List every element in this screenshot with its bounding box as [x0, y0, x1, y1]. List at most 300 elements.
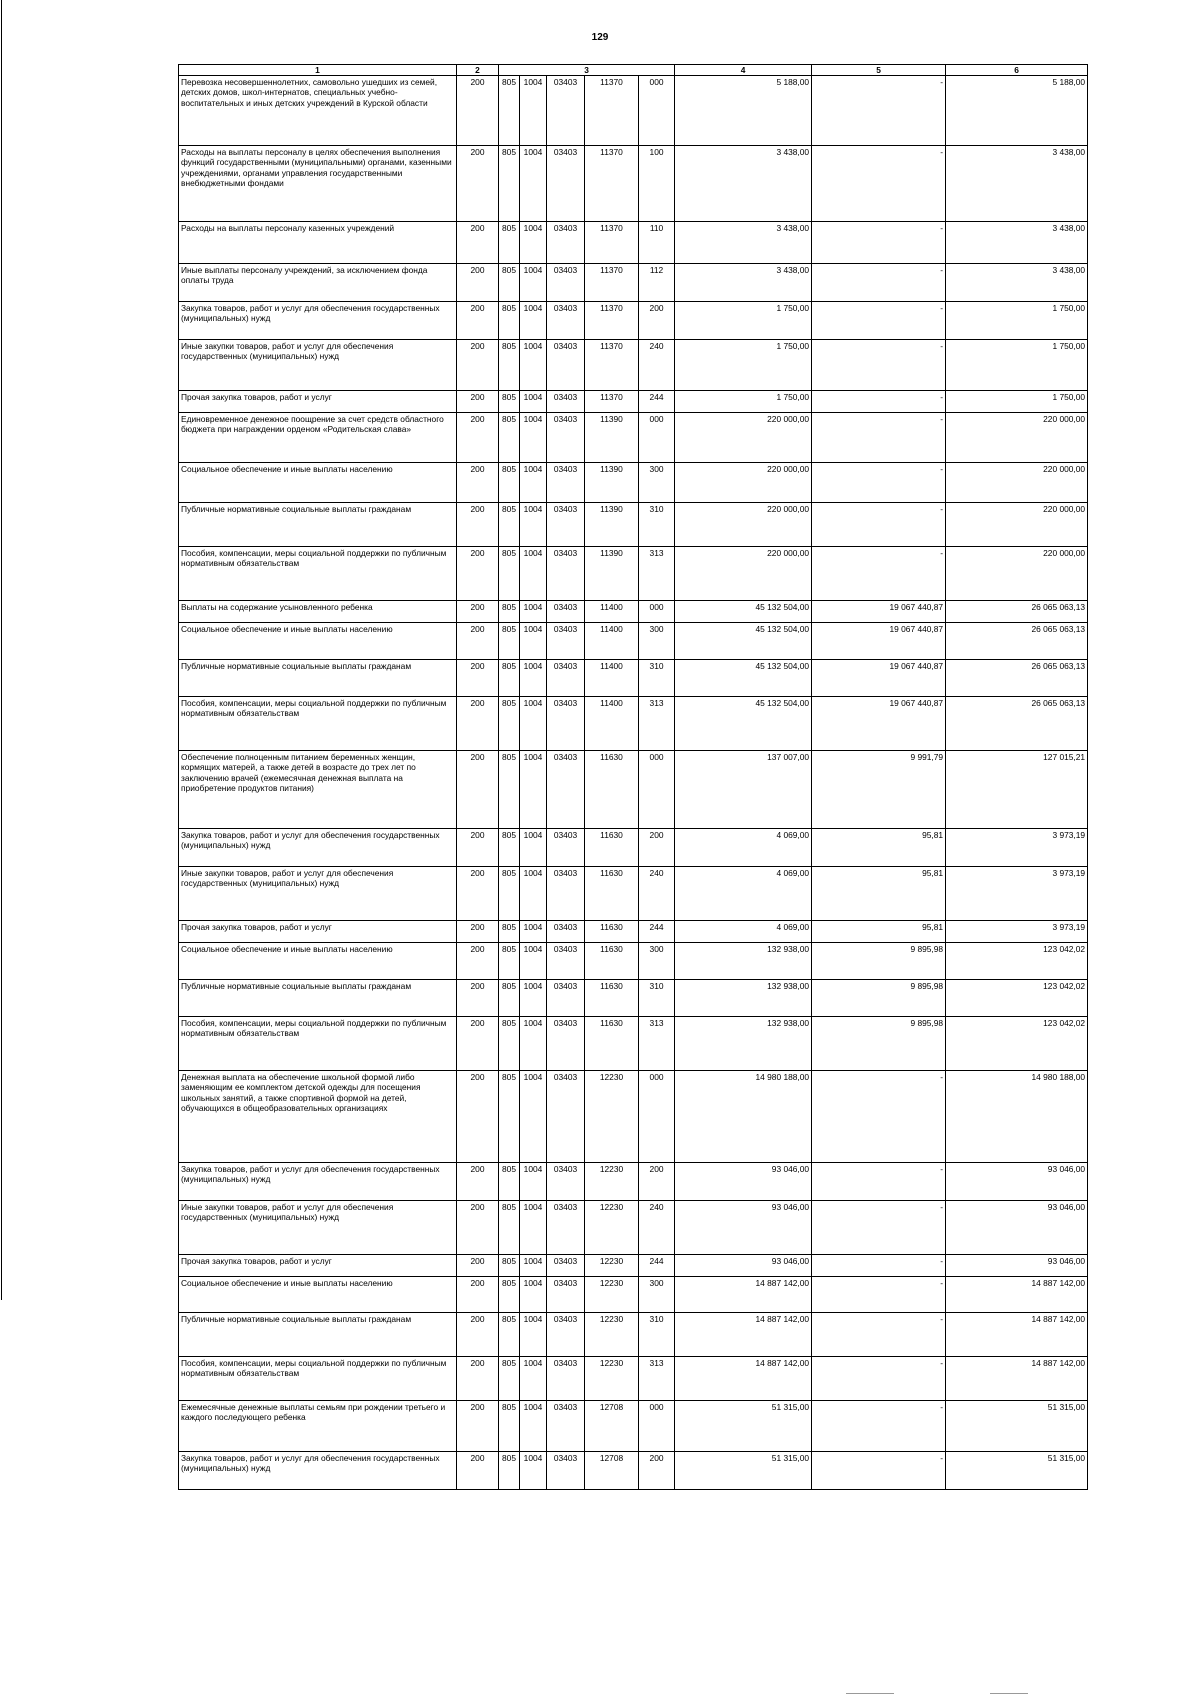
row-col4: 4 069,00: [675, 921, 812, 943]
row-col5: -: [812, 413, 946, 463]
row-code-b: 1004: [520, 1255, 547, 1277]
row-code-c: 03403: [547, 391, 585, 413]
row-name: Иные закупки товаров, работ и услуг для обеспечения государственных (муниципальных) нужд: [179, 340, 457, 391]
row-col5: -: [812, 391, 946, 413]
row-code-c: 03403: [547, 1277, 585, 1313]
row-col4: 1 750,00: [675, 340, 812, 391]
table-row: [179, 547, 1088, 601]
row-code-a: 805: [499, 1071, 520, 1163]
row-code-b: 1004: [520, 867, 547, 921]
row-col4: 3 438,00: [675, 264, 812, 302]
table-row: [179, 413, 1088, 463]
table-row: [179, 751, 1088, 829]
row-col5: -: [812, 1071, 946, 1163]
row-col4: 3 438,00: [675, 222, 812, 264]
row-col5: 19 067 440,87: [812, 601, 946, 623]
row-code-d: 11630: [585, 867, 639, 921]
row-code-a: 805: [499, 264, 520, 302]
row-code-b: 1004: [520, 751, 547, 829]
row-name: Социальное обеспечение и иные выплаты населению: [179, 943, 457, 980]
row-code-d: 11370: [585, 146, 639, 222]
header-col-6: 6: [946, 65, 1088, 76]
row-code-e: 100: [639, 146, 675, 222]
row-col6: 3 973,19: [946, 921, 1088, 943]
row-code-d: 11390: [585, 413, 639, 463]
row-code-c: 03403: [547, 1401, 585, 1452]
row-name: Прочая закупка товаров, работ и услуг: [179, 1255, 457, 1277]
row-code-e: 310: [639, 660, 675, 697]
table-row: [179, 302, 1088, 340]
row-code-c: 03403: [547, 751, 585, 829]
row-code-a: 805: [499, 463, 520, 503]
row-code-d: 12230: [585, 1163, 639, 1201]
row-code-e: 244: [639, 921, 675, 943]
row-col4: 5 188,00: [675, 76, 812, 146]
row-col2: 200: [457, 1401, 499, 1452]
scan-artifact-line: [846, 1693, 894, 1694]
row-name: Пособия, компенсации, меры социальной поддержки по публичным нормативным обязательствам: [179, 1357, 457, 1401]
row-col4: 220 000,00: [675, 503, 812, 547]
row-col2: 200: [457, 1452, 499, 1490]
row-col4: 132 938,00: [675, 980, 812, 1017]
row-code-d: 12230: [585, 1071, 639, 1163]
row-code-d: 12230: [585, 1313, 639, 1357]
row-code-a: 805: [499, 503, 520, 547]
row-col6: 26 065 063,13: [946, 601, 1088, 623]
row-col6: 123 042,02: [946, 980, 1088, 1017]
row-code-b: 1004: [520, 222, 547, 264]
row-col5: 95,81: [812, 867, 946, 921]
row-col5: -: [812, 1277, 946, 1313]
row-code-a: 805: [499, 1357, 520, 1401]
row-code-c: 03403: [547, 829, 585, 867]
row-col4: 220 000,00: [675, 463, 812, 503]
row-col6: 51 315,00: [946, 1452, 1088, 1490]
row-col5: -: [812, 264, 946, 302]
row-col6: 3 438,00: [946, 146, 1088, 222]
row-name: Публичные нормативные социальные выплаты гражданам: [179, 980, 457, 1017]
row-col5: -: [812, 1401, 946, 1452]
row-col2: 200: [457, 547, 499, 601]
row-code-a: 805: [499, 980, 520, 1017]
row-col4: 4 069,00: [675, 867, 812, 921]
row-col2: 200: [457, 1277, 499, 1313]
row-col6: 1 750,00: [946, 340, 1088, 391]
row-col6: 220 000,00: [946, 547, 1088, 601]
row-code-d: 11630: [585, 1017, 639, 1071]
row-code-e: 000: [639, 1401, 675, 1452]
row-code-a: 805: [499, 1163, 520, 1201]
row-code-e: 300: [639, 943, 675, 980]
row-col6: 3 973,19: [946, 867, 1088, 921]
row-col4: 220 000,00: [675, 547, 812, 601]
row-col2: 200: [457, 503, 499, 547]
table-row: [179, 503, 1088, 547]
row-col5: -: [812, 76, 946, 146]
row-col6: 51 315,00: [946, 1401, 1088, 1452]
row-code-e: 000: [639, 601, 675, 623]
row-code-a: 805: [499, 302, 520, 340]
row-code-b: 1004: [520, 413, 547, 463]
row-col2: 200: [457, 1163, 499, 1201]
row-code-a: 805: [499, 943, 520, 980]
row-code-a: 805: [499, 1313, 520, 1357]
row-code-c: 03403: [547, 867, 585, 921]
row-code-d: 12708: [585, 1452, 639, 1490]
row-code-d: 11400: [585, 660, 639, 697]
row-code-a: 805: [499, 1277, 520, 1313]
row-code-e: 313: [639, 1017, 675, 1071]
row-col2: 200: [457, 1071, 499, 1163]
row-code-a: 805: [499, 547, 520, 601]
table-row: [179, 1277, 1088, 1313]
row-code-c: 03403: [547, 1357, 585, 1401]
budget-table: [178, 64, 1088, 1490]
table-row: [179, 1357, 1088, 1401]
row-code-b: 1004: [520, 1201, 547, 1255]
row-name: Публичные нормативные социальные выплаты гражданам: [179, 660, 457, 697]
row-code-b: 1004: [520, 302, 547, 340]
row-code-c: 03403: [547, 1071, 585, 1163]
row-code-b: 1004: [520, 1313, 547, 1357]
row-code-c: 03403: [547, 503, 585, 547]
row-col5: -: [812, 1452, 946, 1490]
row-name: Денежная выплата на обеспечение школьной формой либо заменяющим ее комплектом детской одежды для посещения школьных занятий, а также спортивной формой на детей, обучающихся в общеобразовательных организациях: [179, 1071, 457, 1163]
row-col6: 26 065 063,13: [946, 623, 1088, 660]
row-code-b: 1004: [520, 76, 547, 146]
row-col2: 200: [457, 660, 499, 697]
table-row: [179, 921, 1088, 943]
row-code-d: 11370: [585, 302, 639, 340]
table-row: [179, 1255, 1088, 1277]
row-col5: -: [812, 503, 946, 547]
row-col4: 93 046,00: [675, 1201, 812, 1255]
row-code-e: 200: [639, 1452, 675, 1490]
table-row: [179, 1017, 1088, 1071]
row-col2: 200: [457, 391, 499, 413]
row-code-a: 805: [499, 146, 520, 222]
row-code-d: 11370: [585, 222, 639, 264]
row-col5: 95,81: [812, 829, 946, 867]
table-row: [179, 1163, 1088, 1201]
row-code-e: 313: [639, 1357, 675, 1401]
row-code-d: 11370: [585, 391, 639, 413]
row-col5: 19 067 440,87: [812, 660, 946, 697]
row-code-c: 03403: [547, 921, 585, 943]
row-col4: 132 938,00: [675, 1017, 812, 1071]
row-code-d: 11400: [585, 601, 639, 623]
row-code-a: 805: [499, 660, 520, 697]
row-col4: 45 132 504,00: [675, 697, 812, 751]
row-col5: -: [812, 1313, 946, 1357]
row-code-a: 805: [499, 413, 520, 463]
row-col5: -: [812, 302, 946, 340]
row-name: Публичные нормативные социальные выплаты гражданам: [179, 1313, 457, 1357]
row-code-c: 03403: [547, 601, 585, 623]
row-code-b: 1004: [520, 980, 547, 1017]
row-name: Пособия, компенсации, меры социальной поддержки по публичным нормативным обязательствам: [179, 697, 457, 751]
row-col2: 200: [457, 1255, 499, 1277]
row-code-e: 240: [639, 867, 675, 921]
row-code-e: 313: [639, 547, 675, 601]
row-col5: -: [812, 146, 946, 222]
row-code-a: 805: [499, 1452, 520, 1490]
row-name: Единовременное денежное поощрение за счет средств областного бюджета при награждении орденом «Родительская слава»: [179, 413, 457, 463]
row-code-a: 805: [499, 601, 520, 623]
row-code-a: 805: [499, 829, 520, 867]
row-code-c: 03403: [547, 980, 585, 1017]
row-code-c: 03403: [547, 943, 585, 980]
row-code-a: 805: [499, 340, 520, 391]
row-code-a: 805: [499, 391, 520, 413]
row-code-b: 1004: [520, 547, 547, 601]
row-name: Прочая закупка товаров, работ и услуг: [179, 391, 457, 413]
row-name: Расходы на выплаты персоналу в целях обеспечения выполнения функций государственными (муниципальными) органами, казенными учреждениями, органами управления государственными внебюджетными фондами: [179, 146, 457, 222]
header-col-3: 3: [499, 65, 675, 76]
row-code-d: 12230: [585, 1201, 639, 1255]
row-code-b: 1004: [520, 1277, 547, 1313]
header-col-5: 5: [812, 65, 946, 76]
row-code-c: 03403: [547, 340, 585, 391]
table-row: [179, 867, 1088, 921]
row-col2: 200: [457, 867, 499, 921]
row-code-e: 000: [639, 1071, 675, 1163]
table-row: [179, 264, 1088, 302]
row-col5: 9 991,79: [812, 751, 946, 829]
row-name: Социальное обеспечение и иные выплаты населению: [179, 623, 457, 660]
table-row: [179, 463, 1088, 503]
page-number: 129: [591, 32, 609, 43]
row-col4: 14 887 142,00: [675, 1313, 812, 1357]
row-col5: 19 067 440,87: [812, 623, 946, 660]
row-col2: 200: [457, 943, 499, 980]
row-code-c: 03403: [547, 1313, 585, 1357]
row-code-c: 03403: [547, 222, 585, 264]
row-name: Иные выплаты персоналу учреждений, за исключением фонда оплаты труда: [179, 264, 457, 302]
row-code-e: 240: [639, 1201, 675, 1255]
row-code-c: 03403: [547, 623, 585, 660]
row-code-a: 805: [499, 623, 520, 660]
row-col2: 200: [457, 302, 499, 340]
row-code-a: 805: [499, 921, 520, 943]
row-col5: 9 895,98: [812, 980, 946, 1017]
row-code-a: 805: [499, 76, 520, 146]
row-code-e: 000: [639, 751, 675, 829]
row-col4: 51 315,00: [675, 1452, 812, 1490]
row-name: Социальное обеспечение и иные выплаты населению: [179, 1277, 457, 1313]
row-code-b: 1004: [520, 601, 547, 623]
row-code-a: 805: [499, 867, 520, 921]
row-code-d: 11370: [585, 264, 639, 302]
row-col5: -: [812, 1255, 946, 1277]
table-row: [179, 340, 1088, 391]
row-name: Расходы на выплаты персоналу казенных учреждений: [179, 222, 457, 264]
row-col2: 200: [457, 76, 499, 146]
row-col2: 200: [457, 1201, 499, 1255]
row-col4: 45 132 504,00: [675, 601, 812, 623]
row-col4: 14 887 142,00: [675, 1277, 812, 1313]
row-code-d: 12230: [585, 1277, 639, 1313]
row-name: Социальное обеспечение и иные выплаты населению: [179, 463, 457, 503]
row-col2: 200: [457, 980, 499, 1017]
row-name: Иные закупки товаров, работ и услуг для обеспечения государственных (муниципальных) нужд: [179, 867, 457, 921]
table-row: [179, 1071, 1088, 1163]
row-code-e: 200: [639, 829, 675, 867]
row-code-b: 1004: [520, 1071, 547, 1163]
row-name: Закупка товаров, работ и услуг для обеспечения государственных (муниципальных) нужд: [179, 302, 457, 340]
row-col4: 93 046,00: [675, 1255, 812, 1277]
row-code-e: 310: [639, 1313, 675, 1357]
row-col4: 3 438,00: [675, 146, 812, 222]
row-col5: 95,81: [812, 921, 946, 943]
row-col6: 1 750,00: [946, 302, 1088, 340]
row-code-b: 1004: [520, 1017, 547, 1071]
row-name: Публичные нормативные социальные выплаты гражданам: [179, 503, 457, 547]
row-code-b: 1004: [520, 1357, 547, 1401]
row-code-d: 11390: [585, 463, 639, 503]
row-code-b: 1004: [520, 1452, 547, 1490]
row-col5: -: [812, 340, 946, 391]
row-col2: 200: [457, 1357, 499, 1401]
row-col5: -: [812, 1163, 946, 1201]
row-code-d: 12230: [585, 1255, 639, 1277]
row-code-b: 1004: [520, 340, 547, 391]
row-col4: 1 750,00: [675, 391, 812, 413]
row-code-c: 03403: [547, 413, 585, 463]
row-code-e: 200: [639, 1163, 675, 1201]
row-col4: 51 315,00: [675, 1401, 812, 1452]
row-code-b: 1004: [520, 146, 547, 222]
row-col5: 19 067 440,87: [812, 697, 946, 751]
row-col6: 14 887 142,00: [946, 1357, 1088, 1401]
row-code-b: 1004: [520, 463, 547, 503]
row-col5: -: [812, 463, 946, 503]
row-name: Закупка товаров, работ и услуг для обеспечения государственных (муниципальных) нужд: [179, 829, 457, 867]
table-row: [179, 391, 1088, 413]
table-row: [179, 1201, 1088, 1255]
row-code-c: 03403: [547, 1255, 585, 1277]
row-code-d: 11630: [585, 829, 639, 867]
row-code-b: 1004: [520, 829, 547, 867]
row-code-d: 11630: [585, 980, 639, 1017]
row-name: Закупка товаров, работ и услуг для обеспечения государственных (муниципальных) нужд: [179, 1452, 457, 1490]
row-col5: 9 895,98: [812, 943, 946, 980]
row-code-c: 03403: [547, 1452, 585, 1490]
row-code-c: 03403: [547, 146, 585, 222]
row-col2: 200: [457, 146, 499, 222]
row-col2: 200: [457, 697, 499, 751]
row-col6: 93 046,00: [946, 1163, 1088, 1201]
row-code-c: 03403: [547, 697, 585, 751]
table-row: [179, 980, 1088, 1017]
row-code-b: 1004: [520, 623, 547, 660]
row-name: Ежемесячные денежные выплаты семьям при рождении третьего и каждого последующего ребенка: [179, 1401, 457, 1452]
row-code-d: 11630: [585, 943, 639, 980]
row-code-e: 310: [639, 503, 675, 547]
row-col2: 200: [457, 1017, 499, 1071]
scan-margin-line: [1, 0, 2, 1300]
table-row: [179, 1452, 1088, 1490]
row-code-a: 805: [499, 751, 520, 829]
row-code-c: 03403: [547, 76, 585, 146]
row-code-e: 310: [639, 980, 675, 1017]
row-col4: 1 750,00: [675, 302, 812, 340]
row-col2: 200: [457, 264, 499, 302]
row-col4: 14 887 142,00: [675, 1357, 812, 1401]
row-name: Обеспечение полноценным питанием беременных женщин, кормящих матерей, а также детей в возрасте до трех лет по заключению врачей (ежемесячная денежная выплата на приобретение продуктов питания): [179, 751, 457, 829]
row-code-b: 1004: [520, 503, 547, 547]
row-code-e: 300: [639, 623, 675, 660]
row-code-c: 03403: [547, 1017, 585, 1071]
row-code-a: 805: [499, 1017, 520, 1071]
row-col4: 14 980 188,00: [675, 1071, 812, 1163]
table-row: [179, 943, 1088, 980]
row-col6: 220 000,00: [946, 413, 1088, 463]
row-code-c: 03403: [547, 1201, 585, 1255]
row-code-b: 1004: [520, 264, 547, 302]
table-row: [179, 601, 1088, 623]
row-col2: 200: [457, 623, 499, 660]
row-col2: 200: [457, 340, 499, 391]
row-code-b: 1004: [520, 1163, 547, 1201]
row-col4: 4 069,00: [675, 829, 812, 867]
row-code-a: 805: [499, 1401, 520, 1452]
row-name: Перевозка несовершеннолетних, самовольно ушедших из семей, детских домов, школ-интернатов, специальных учебно-воспитательных и иных детских учреждений в Курской области: [179, 76, 457, 146]
table-header-row: [179, 65, 1088, 76]
row-code-d: 11630: [585, 921, 639, 943]
row-code-e: 110: [639, 222, 675, 264]
row-col4: 220 000,00: [675, 413, 812, 463]
table-row: [179, 623, 1088, 660]
row-name: Пособия, компенсации, меры социальной поддержки по публичным нормативным обязательствам: [179, 1017, 457, 1071]
row-col2: 200: [457, 413, 499, 463]
row-code-b: 1004: [520, 943, 547, 980]
row-col6: 14 980 188,00: [946, 1071, 1088, 1163]
table-row: [179, 1313, 1088, 1357]
row-col2: 200: [457, 222, 499, 264]
row-code-e: 300: [639, 1277, 675, 1313]
table-row: [179, 829, 1088, 867]
row-code-b: 1004: [520, 391, 547, 413]
row-name: Прочая закупка товаров, работ и услуг: [179, 921, 457, 943]
row-col6: 26 065 063,13: [946, 697, 1088, 751]
row-col4: 45 132 504,00: [675, 623, 812, 660]
row-col2: 200: [457, 751, 499, 829]
table-row: [179, 1401, 1088, 1452]
row-col5: -: [812, 1357, 946, 1401]
row-col5: -: [812, 222, 946, 264]
row-code-d: 11370: [585, 76, 639, 146]
row-col6: 14 887 142,00: [946, 1313, 1088, 1357]
row-col6: 93 046,00: [946, 1255, 1088, 1277]
row-code-e: 000: [639, 413, 675, 463]
table-row: [179, 697, 1088, 751]
row-col5: 9 895,98: [812, 1017, 946, 1071]
row-code-e: 000: [639, 76, 675, 146]
row-col4: 45 132 504,00: [675, 660, 812, 697]
table-row: [179, 222, 1088, 264]
row-col5: -: [812, 1201, 946, 1255]
row-code-a: 805: [499, 1201, 520, 1255]
row-code-d: 11390: [585, 547, 639, 601]
table-row: [179, 76, 1088, 146]
header-col-2: 2: [457, 65, 499, 76]
row-col6: 3 438,00: [946, 264, 1088, 302]
row-code-b: 1004: [520, 660, 547, 697]
row-col6: 14 887 142,00: [946, 1277, 1088, 1313]
row-col6: 3 438,00: [946, 222, 1088, 264]
row-code-d: 12230: [585, 1357, 639, 1401]
